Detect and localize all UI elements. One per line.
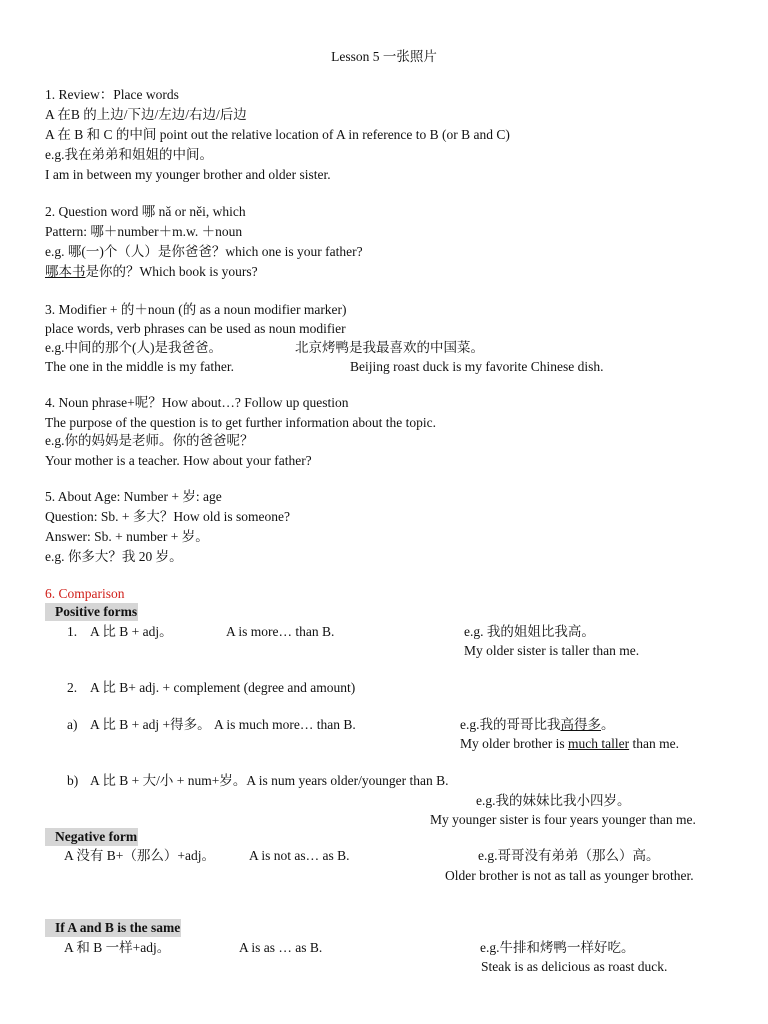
section-3-example-1: e.g.中间的那个(人)是我爸爸。	[45, 340, 222, 355]
negative-form-label: Negative form	[45, 828, 138, 846]
section-2-line-3-rest: 是你的？Which book is yours?	[85, 264, 258, 279]
item-2-number: 2.	[67, 680, 78, 695]
section-1-line-4: I am in between my younger brother and older sister.	[45, 167, 331, 182]
item-b-pattern: A 比 B + 大/小 + num+岁。A is num years older/younger than B.	[90, 773, 449, 788]
item-a-translation	[460, 735, 679, 753]
item-a-example-post: 。	[601, 717, 615, 732]
positive-forms-label: Positive forms	[45, 603, 138, 621]
item-b-translation: My younger sister is four years younger than me.	[430, 812, 696, 827]
same-form-label: If A and B is the same	[45, 919, 181, 937]
item-a-pattern: A 比 B + adj +得多。 A is much more… than B.	[90, 717, 356, 732]
section-3-line-1: place words, verb phrases can be used as noun modifier	[45, 321, 346, 336]
item-a-example-underlined: 高得多	[560, 717, 601, 732]
item-a-translation-post: than me.	[629, 736, 679, 751]
section-3-translation-2: Beijing roast duck is my favorite Chinese dish.	[350, 359, 604, 374]
section-4-line-2: e.g.你的妈妈是老师。你的爸爸呢？	[45, 433, 254, 448]
item-1-pattern: A 比 B + adj。	[90, 624, 173, 639]
section-4-heading: 4. Noun phrase+呢？How about…? Follow up question	[45, 395, 349, 410]
section-4-line-1: The purpose of the question is to get further information about the topic.	[45, 415, 437, 430]
item-a-translation-underlined: much taller	[567, 736, 630, 751]
same-translation: Steak is as delicious as roast duck.	[481, 959, 668, 974]
section-1-line-1: A 在B 的上边/下边/左边/右边/后边	[45, 107, 247, 122]
section-1-heading: 1. Review：Place words	[45, 87, 179, 102]
same-meaning: A is as … as B.	[239, 940, 323, 955]
item-1-number: 1.	[67, 624, 78, 639]
section-1-line-3: e.g.我在弟弟和姐姐的中间。	[45, 147, 213, 162]
item-1-translation: My older sister is taller than me.	[464, 643, 640, 658]
item-1-example: e.g. 我的姐姐比我高。	[464, 624, 595, 639]
section-1-line-2: A 在 B 和 C 的中间 point out the relative location of A in reference to B (or B and C)	[45, 127, 510, 142]
section-2-heading: 2. Question word 哪 nǎ or něi, which	[45, 204, 246, 219]
section-6-heading: 6. Comparison	[45, 586, 125, 601]
section-5-line-3: e.g. 你多大？我 20 岁。	[45, 549, 183, 564]
negative-translation: Older brother is not as tall as younger brother.	[445, 868, 694, 883]
section-5-line-1: Question: Sb. + 多大？How old is someone?	[45, 509, 290, 524]
section-2-line-2: e.g. 哪(一)个（人）是你爸爸？which one is your father?	[45, 244, 363, 259]
item-2-pattern: A 比 B+ adj. + complement (degree and amount)	[90, 680, 356, 695]
item-a-label: a)	[67, 717, 78, 732]
item-b-label: b)	[67, 773, 79, 788]
item-b-example: e.g.我的妹妹比我小四岁。	[476, 793, 631, 808]
item-a-example-pre: e.g.我的哥哥比我	[460, 717, 561, 732]
same-example: e.g.牛排和烤鸭一样好吃。	[480, 940, 635, 955]
underlined-phrase: 哪本书	[45, 264, 86, 279]
item-a-example	[460, 716, 615, 734]
section-5-heading: 5. About Age: Number + 岁: age	[45, 489, 222, 504]
section-2-line-3	[45, 263, 258, 281]
section-5-line-2: Answer: Sb. + number + 岁。	[45, 529, 209, 544]
section-4-line-3: Your mother is a teacher. How about your father?	[45, 453, 312, 468]
item-1-meaning: A is more… than B.	[226, 624, 335, 639]
section-2-line-1: Pattern: 哪＋number＋m.w. ＋noun	[45, 224, 243, 239]
item-a-translation-pre: My older brother is	[460, 736, 568, 751]
section-3-heading: 3. Modifier + 的＋noun (的 as a noun modifier marker)	[45, 302, 347, 317]
page-title: Lesson 5 一张照片	[331, 49, 437, 64]
negative-example: e.g.哥哥没有弟弟（那么）高。	[478, 848, 660, 863]
negative-pattern: A 没有 B+（那么）+adj。	[64, 848, 215, 863]
same-pattern: A 和 B 一样+adj。	[64, 940, 171, 955]
section-3-example-2: 北京烤鸭是我最喜欢的中国菜。	[295, 340, 484, 355]
negative-meaning: A is not as… as B.	[249, 848, 350, 863]
section-3-translation-1: The one in the middle is my father.	[45, 359, 234, 374]
